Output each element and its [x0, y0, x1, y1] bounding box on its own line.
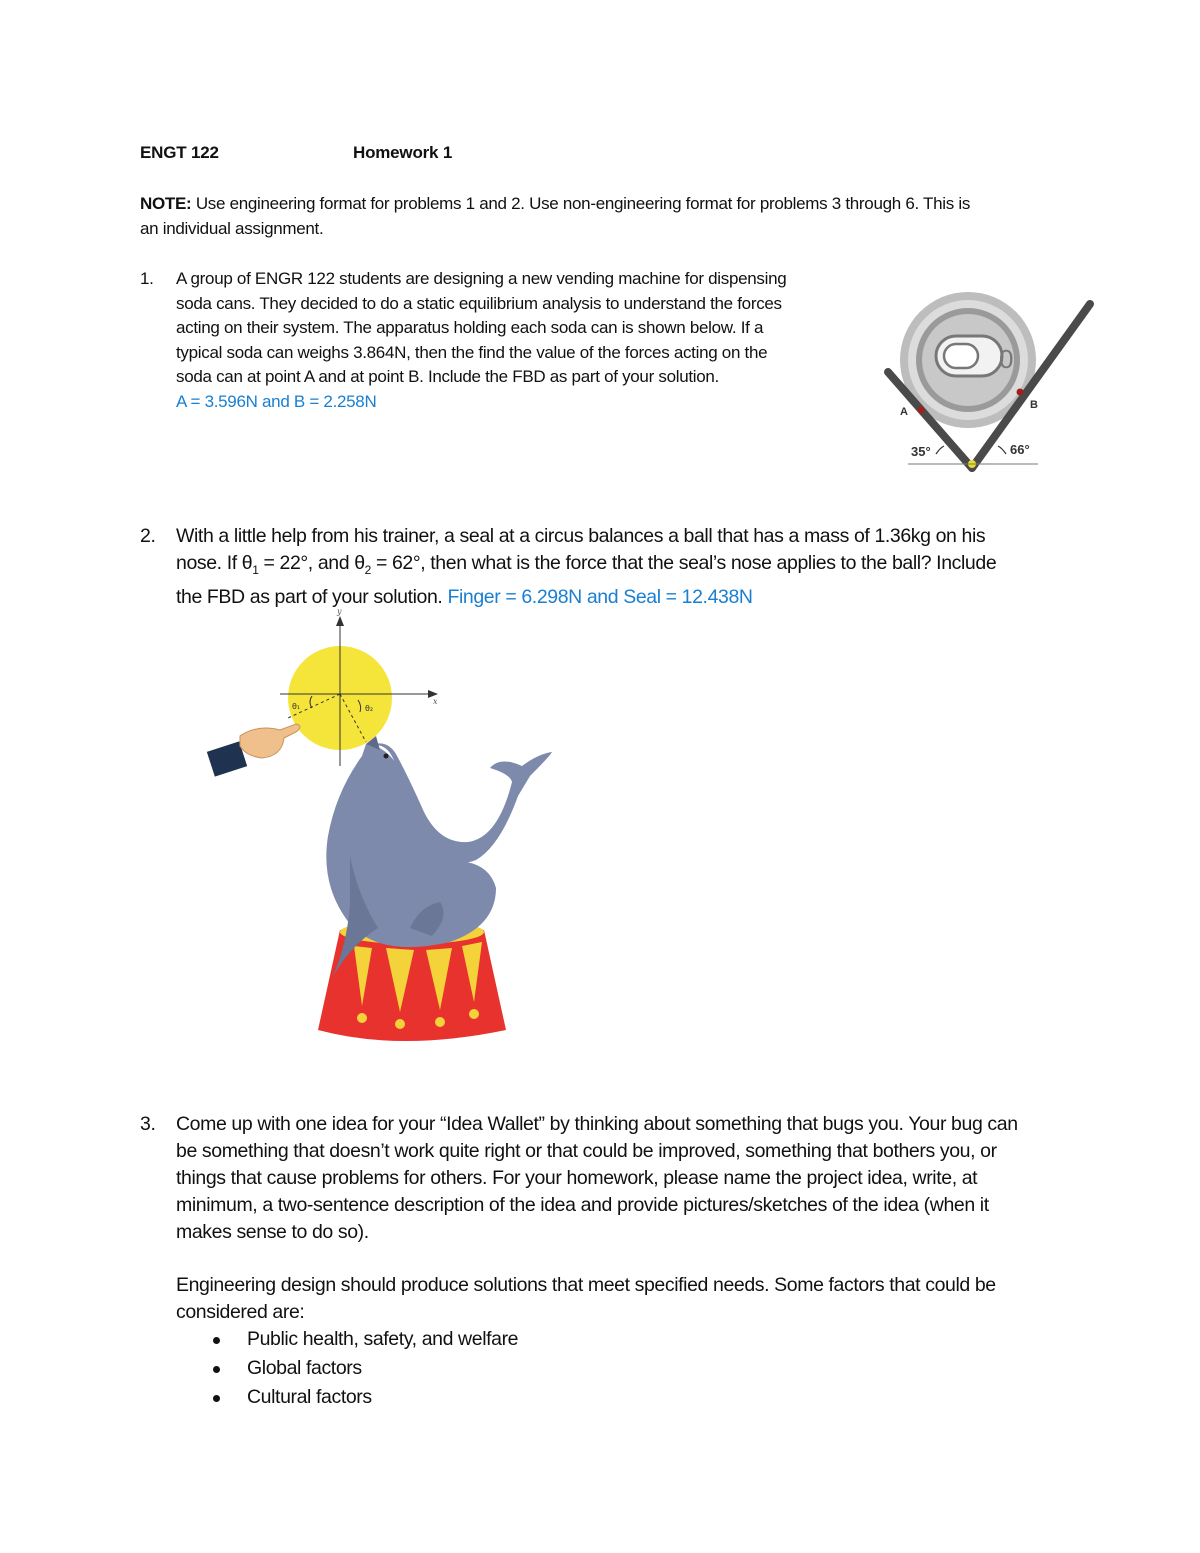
problem2-line2	[176, 550, 1076, 584]
problem2-text	[176, 523, 1076, 611]
problem3-text	[176, 1111, 1076, 1246]
pedestal-tassel	[357, 1013, 367, 1023]
problem3-line: Come up with one idea for your “Idea Wallet” by thinking about something that bugs you. Your bug can	[176, 1113, 1018, 1135]
theta2-subscript: 2	[364, 562, 371, 577]
problem3-para2-line: considered are:	[176, 1301, 305, 1323]
problem2-line2-mid: = 22°, and θ	[258, 552, 365, 574]
bullet-item: Public health, safety, and welfare	[247, 1328, 519, 1350]
assignment-title: Homework 1	[353, 143, 453, 162]
bullet-icon	[213, 1337, 220, 1344]
bullet-item: Global factors	[247, 1357, 362, 1379]
bullet-item: Cultural factors	[247, 1386, 372, 1408]
problem2-answer: Finger = 6.298N and Seal = 12.438N	[447, 585, 753, 608]
contact-point-b	[1017, 389, 1024, 396]
label-b: B	[1030, 399, 1038, 411]
angle-arc-right	[998, 446, 1006, 454]
problem1-line: soda can at point A and at point B. Include the FBD as part of your solution.	[176, 367, 719, 386]
bullet-icon	[213, 1366, 220, 1373]
problem3-line: things that cause problems for others. For your homework, please name the project idea, write, at	[176, 1167, 978, 1189]
problem3-line: be something that doesn’t work quite right or that could be improved, something that bothers you, or	[176, 1140, 997, 1162]
problem2-line1: With a little help from his trainer, a seal at a circus balances a ball that has a mass of 1.36kg on his	[176, 525, 986, 547]
problem3-line: minimum, a two-sentence description of the idea and provide pictures/sketches of the idea (when it	[176, 1194, 989, 1216]
problem1-number: 1.	[140, 269, 154, 288]
problem2-line3-text: the FBD as part of your solution.	[176, 585, 448, 608]
y-axis-label: y	[337, 607, 342, 616]
problem1-line: typical soda can weighs 3.864N, then the find the value of the forces acting on the	[176, 342, 768, 362]
pedestal-tassel	[469, 1009, 479, 1019]
note	[140, 192, 1060, 241]
problem1-answer: A = 3.596N and B = 2.258N	[176, 391, 377, 411]
note-line1: Use engineering format for problems 1 and 2. Use non-engineering format for problems 3 through 6. This is	[191, 194, 971, 213]
contact-point-a	[918, 407, 925, 414]
problem2-line2-pre: nose. If θ	[176, 552, 253, 574]
problem2-number: 2.	[140, 525, 156, 547]
theta1-label: θ₁	[292, 702, 301, 711]
problem3-line: makes sense to do so).	[176, 1221, 369, 1243]
problem1-line: A group of ENGR 122 students are designing a new vending machine for dispensing	[176, 269, 787, 288]
pedestal-tassel	[435, 1017, 445, 1027]
y-axis-arrow	[336, 616, 344, 626]
angle-right-label: 66°	[1010, 442, 1030, 457]
note-label: NOTE:	[140, 194, 192, 213]
x-axis-label: x	[433, 697, 438, 706]
label-a: A	[900, 406, 908, 418]
soda-can-holder-figure	[878, 288, 1100, 478]
can-mark: 0	[999, 344, 1014, 374]
problem3-para2-line: Engineering design should produce solutions that meet specified needs. Some factors that could be	[176, 1274, 996, 1296]
pull-tab-hole	[944, 344, 978, 368]
pedestal-tassel	[395, 1019, 405, 1029]
problem3-paragraph2	[176, 1272, 1076, 1326]
problem1-line: soda cans. They decided to do a static equilibrium analysis to understand the forces	[176, 293, 782, 313]
theta1-subscript: 1	[252, 562, 259, 577]
angle-arc-left	[936, 446, 944, 454]
problem1-line: acting on their system. The apparatus holding each soda can is shown below. If a	[176, 318, 764, 337]
bullet-icon	[213, 1395, 220, 1402]
angle-left-label: 35°	[911, 444, 931, 459]
problem3-number: 3.	[140, 1113, 156, 1135]
theta2-label: θ₂	[365, 704, 374, 713]
problem1-text	[176, 267, 876, 414]
seal-ball-figure	[200, 606, 570, 1052]
trainer-hand	[240, 724, 300, 758]
seal-eye	[384, 754, 389, 759]
problem2-line2-post: = 62°, then what is the force that the seal’s nose applies to the ball? Include	[370, 552, 997, 574]
course-code: ENGT 122	[140, 143, 219, 162]
note-line2: an individual assignment.	[140, 218, 324, 238]
